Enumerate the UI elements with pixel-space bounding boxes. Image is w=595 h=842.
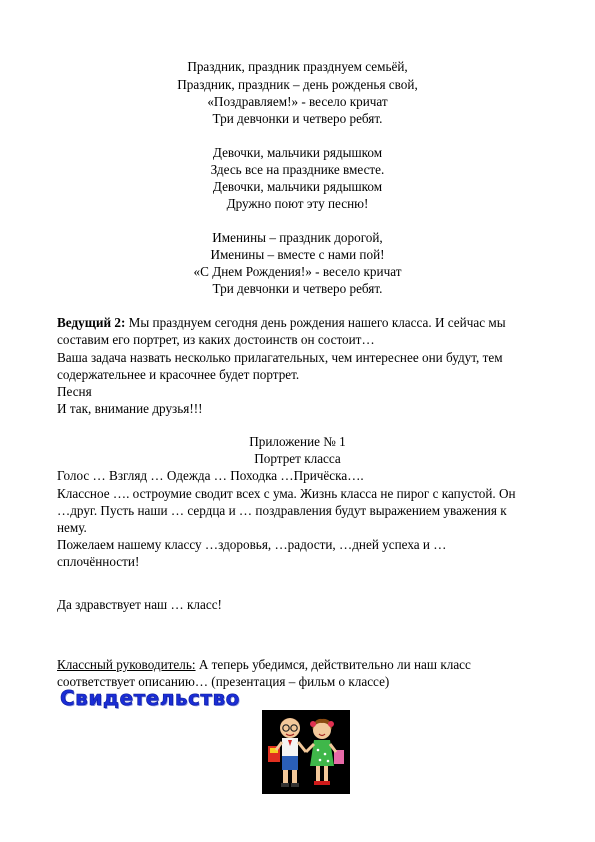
appendix-line: нему.: [57, 520, 87, 535]
appendix-line: …друг. Пусть наши … сердца и … поздравления будут выражением уважения к: [57, 503, 507, 518]
poem-line: Именины – праздник дорогой,: [212, 230, 383, 245]
poem-line: «С Днем Рождения!» - весело кричат: [193, 264, 402, 279]
host2-line: составим его портрет, из каких достоинств он состоит…: [57, 332, 375, 347]
poem-line: «Поздравляем!» - весело кричат: [207, 94, 388, 109]
host2-label: Ведущий 2:: [57, 315, 126, 330]
host2-paragraph-line: [57, 315, 506, 331]
teacher-text: А теперь убедимся, действительно ли наш класс: [195, 657, 471, 672]
children-illustration: [262, 710, 350, 794]
host2-line: Ваша задача назвать несколько прилагательных, чем интереснее они будут, тем: [57, 350, 503, 365]
poem-line: Три девчонки и четверо ребят.: [212, 111, 383, 126]
poem-line: Здесь все на празднике вместе.: [210, 162, 385, 177]
appendix-line: Голос … Взгляд … Одежда … Походка …Причёска….: [57, 468, 364, 483]
certificate-title: Свидетельство: [60, 686, 240, 710]
appendix-title: Приложение № 1: [249, 434, 346, 449]
poem-line: Дружно поют эту песню!: [226, 196, 369, 211]
poem-line: Праздник, праздник – день рожденья свой,: [177, 77, 418, 92]
host2-line: И так, внимание друзья!!!: [57, 401, 203, 416]
appendix-line: сплочённости!: [57, 554, 140, 569]
appendix-line: Пожелаем нашему классу …здоровья, …радости, …дней успеха и …: [57, 537, 447, 552]
poem-line: Именины – вместе с нами пой!: [210, 247, 385, 262]
poem-line: Три девчонки и четверо ребят.: [212, 281, 383, 296]
host2-text: Мы празднуем сегодня день рождения нашего класса. И сейчас мы: [125, 315, 506, 330]
closing-line: Да здравствует наш … класс!: [57, 597, 222, 612]
teacher-line: соответствует описанию… (презентация – фильм о классе): [57, 674, 390, 689]
appendix-subtitle: Портрет класса: [254, 451, 341, 466]
poem-line: Девочки, мальчики рядышком: [212, 145, 383, 160]
song-label: Песня: [57, 384, 92, 399]
host2-line: содержательнее и красочнее будет портрет.: [57, 367, 300, 382]
poem-line: Девочки, мальчики рядышком: [212, 179, 383, 194]
teacher-paragraph-line: [57, 657, 471, 673]
appendix-line: Классное …. остроумие сводит всех с ума. Жизнь класса не пирог с капустой. Он: [57, 486, 516, 501]
teacher-label: Классный руководитель:: [57, 657, 196, 672]
poem-line: Праздник, праздник празднуем семьёй,: [187, 59, 408, 74]
